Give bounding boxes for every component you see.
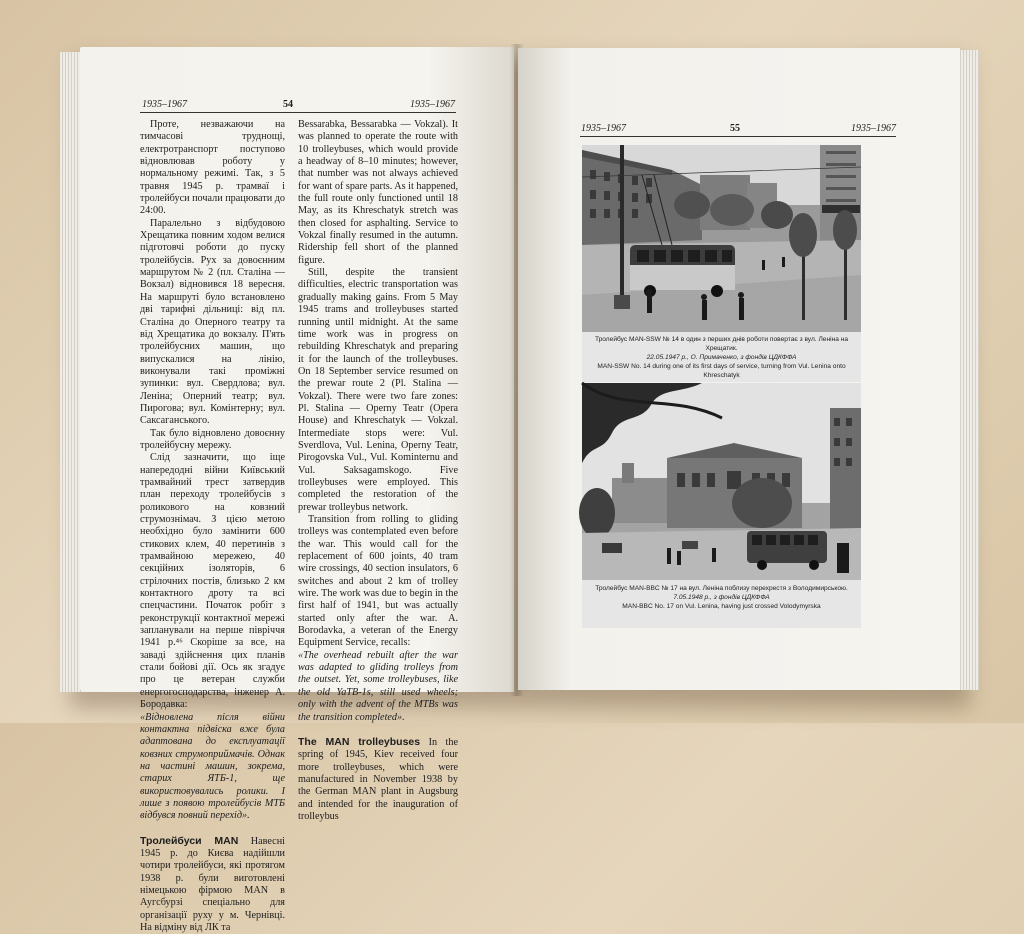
right-page-number: 55 [730, 123, 740, 134]
left-page-number: 54 [283, 99, 293, 110]
left-page [80, 47, 514, 933]
en-section [298, 736, 458, 823]
en-section-title: The MAN trolleybuses [298, 735, 421, 748]
right-header-rule [580, 136, 896, 137]
ua-paragraph: Проте, незважаючи на тимчасові труднощі, електротранспорт поступово відновлював роботу у нормальному режимі. Так, з 5 травня 1945 р. трамваї і тролейбуси почали працювати до 24:00. [140, 119, 285, 217]
ua-section-title: Тролейбуси MAN [140, 834, 239, 847]
right-header-left: 1935–1967 [581, 123, 626, 134]
ua-section [140, 835, 285, 934]
ua-paragraph: Паралельно з відбудовою Хрещатика повним ходом велися підготовчі роботи до пуску тролейбусів. Рух за довоєнним маршрутом № 2 (пл. Сталіна — Вокзал) відновився 18 вересня. На маршруті було встановлено дві тарифні дільниці: від пл. Сталіна до Оперного театру та від Хрещатика до вокзалу. П'ять тролейбусних машин, що випускалися на лінію, виконували такі проміжні зупинки: вул. Свердлова; вул. Леніна; Оперний театр; вул. Пирогова; вул. Комінтерну; вул. Саксаганського. [140, 217, 285, 427]
photo2-caption-ua: Тролейбус MAN-BBC № 17 на вул. Леніна поблизу перехрестя з Володимирською. [595, 585, 848, 592]
left-header-left: 1935–1967 [142, 99, 187, 110]
photo1-caption-date: 22.05.1947 р., О. Примаченко, з фондів ЦДКФФА [646, 354, 797, 361]
en-paragraph: Transition from rolling to gliding trolleys was contemplated even before the war. This would call for the replacement of 600 joints, 40 tram wire crossings, 40 section insulators, 6 switches and about 2 km of trolley wire. The work was due to begin in the first half of 1941, but was actually started only after the war. A. Borodavka, a veteran of the Energy Equipment Service, recalls: [298, 514, 458, 649]
photo2-caption-date: 7.05.1948 р., з фондів ЦДКФФА [673, 594, 770, 601]
photo2-caption-en: MAN-BBC No. 17 on Vul. Lenina, having just crossed Volodymyrska [622, 603, 821, 610]
en-paragraph: Still, despite the transient difficulties, electric transportation was gradually making gains. From 5 May 1945 trams and trolleybuses started running until midnight. At the same time work was in progress on rebuilding Khreschatyk and preparing it for the launch of the trolleybuses. On 18 September service resumed on the prewar route 2 (Pl. Stalina — Vokzal). There were two fare zones: Pl. Stalina — Operny Teatr (Opera House) and Khreschatyk — Vokzal. Intermediate stops were: Vul. Sverdlova, Vul. Lenina, Operny Teatr, Pirogovska Vul., Vul. Kominternu and Vul. Saksagamskogo. Five trolleybuses were employed. This completed the restoration of the prewar trolleybus network. [298, 267, 458, 513]
right-column-english [298, 119, 458, 822]
ua-section-text: Навесні 1945 р. до Києва надійшли чотири тролейбуси, які протягом 1938 р. були виготовлені німецькою фірмою MAN в Аугсбурзі спеціально для організації руху у м. Чернівці. На відміну від ЛК та [140, 835, 285, 933]
left-header-rule [140, 112, 456, 113]
right-header-right: 1935–1967 [851, 123, 896, 134]
ua-quote: «Відновлена після війни контактна підвіска вже була адаптована до експлуатації ковзних струмоприймачів. Однак на частині машин, зокрема, старих ЯТБ-1, ще використовувались ролики. І лише з появою тролейбусів МТБ відбувся повний перехід». [140, 711, 285, 822]
photo1-caption [582, 335, 861, 380]
ua-paragraph: Так було відновлено довоєнну тролейбусну мережу. [140, 427, 285, 451]
photo-trolleybus-lenina [582, 383, 861, 628]
left-header-right: 1935–1967 [410, 99, 455, 110]
photo1-caption-ua: Тролейбус MAN-SSW № 14 в один з перших днів роботи повертає з вул. Леніна на Хрещатик. [594, 336, 849, 352]
photo2-caption [582, 584, 861, 611]
photo1-caption-en: MAN-SSW No. 14 during one of its first days of service, turning from Vul. Lenina onto Khreschatyk [597, 363, 846, 379]
left-column-ukrainian [140, 119, 285, 933]
en-quote: «The overhead rebuilt after the war was adapted to gliding trolleys from the outset. Yet, some trolleybuses, like the old YaTB-1s, still used wheels; only with the advent of the MTBs was the transition completed». [298, 649, 458, 723]
en-section-text: In the spring of 1945, Kiev received four more trolleybuses, which were manufactured in November 1938 by the German MAN plant in Augsburg and intended for the inauguration of trolleybus [298, 736, 458, 822]
right-page [518, 48, 960, 690]
ua-paragraph: Слід зазначити, що іще напередодні війни Київський трамвайний трест затвердив план переходу тролейбусів з роликового на ковзний струмознімач. З цією метою необхідно було замінити 600 стикових клем, 40 перетинів з трамвайною мережею, 40 секційних ізоляторів, 6 стрілочних постів, близько 2 км контактного дроту та всі спецчастини. Початок робіт з реконструкції контактної мережі запланували на перше півріччя 1941 р.⁴⁶ Скоріше за все, на заваді здійснення цих планів стали бойові дії. Ось як згадує про це ветеран служби енергогосподарства, інженер А. Бородавка: [140, 452, 285, 711]
en-paragraph: Bessarabka, Bessarabka — Vokzal). It was planned to operate the route with 10 trolleybuses, which would provide a headway of 8–10 minutes; however, that number was not always achieved for want of spare parts. As it happened, the full route only functioned until 18 May, as its Khreschatyk stretch was then closed for asphalting. Service to Vokzal finally resumed in the autumn. Ridership fell short of the planned figure. [298, 119, 458, 266]
photo-trolleybus-khreschatyk [582, 145, 861, 382]
